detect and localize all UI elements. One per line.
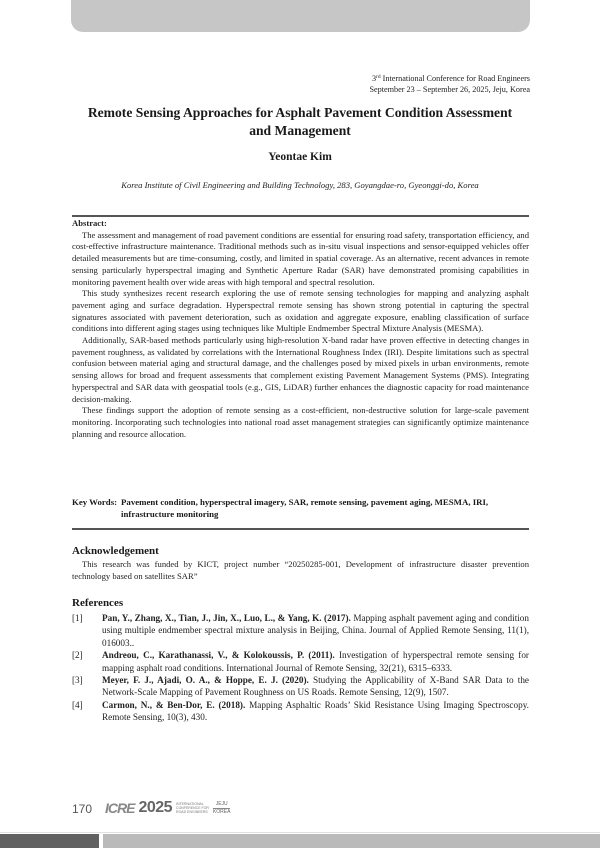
reference-item bbox=[72, 612, 529, 649]
paper-affiliation: Korea Institute of Civil Engineering and Building Technology, 283, Goyangdae-ro, Gyeonggi-do, Korea bbox=[121, 180, 479, 190]
paper-title: Remote Sensing Approaches for Asphalt Pavement Condition Assessment and Management bbox=[87, 105, 513, 138]
reference-number: [3] bbox=[72, 675, 83, 686]
logo-location: JEJU KOREA bbox=[212, 800, 231, 815]
abstract-paragraph: This study synthesizes recent research exploring the use of remote sensing technologies for mapping and analyzing asphalt pavement aging and surface degradation. Hyperspectral remote sensing has shown strong potential in capturing the spectral signatures associated with pavement deterioration, such as oxidation and aggregate exposure, enabling classification of surface conditions into different aging stages using techniques like Multiple Endmember Spectral Mixture Analysis (MESMA). bbox=[72, 288, 529, 334]
reference-details: Mapping Asphaltic Roads’ Skid Resistance Using Imaging Spectroscopy. Remote Sensing, 10(3), 430. bbox=[102, 699, 529, 723]
footer-divider bbox=[0, 832, 600, 833]
references-heading: References bbox=[72, 597, 124, 609]
abstract-heading: Abstract: bbox=[72, 218, 107, 228]
reference-authors: Andreou, C., Karathanassi, V., & Kolokoussis, P. (2011). bbox=[102, 650, 335, 661]
reference-details: Mapping asphalt pavement aging and condition using multiple endmember spectral mixture analysis in Beijing, China. Journal of Applied Remote Sensing, 11(1), 016003.. bbox=[102, 613, 529, 648]
conference-logo bbox=[105, 799, 230, 817]
reference-item bbox=[72, 674, 529, 699]
header-band bbox=[71, 0, 530, 32]
acknowledgement-heading: Acknowledgement bbox=[72, 545, 159, 557]
paper-author: Yeontae Kim bbox=[268, 151, 332, 163]
reference-authors: Meyer, F. J., Ajadi, O. A., & Hoppe, E. J. (2020). bbox=[102, 675, 309, 686]
reference-details: Investigation of hyperspectral remote sensing for mapping asphalt road conditions. International Journal of Remote Sensing, 32(21), 6315–6333. bbox=[102, 650, 529, 673]
conference-name: 3rd International Conference for Road Engineers bbox=[371, 74, 530, 83]
abstract-paragraph: The assessment and management of road pavement conditions are essential for ensuring road safety, transportation efficiency, and cost-effective infrastructure maintenance. Traditional methods such as in-situ visual inspections and sensor-equipped vehicles offer detailed measurements but are time-consuming, costly, and limited in spatial coverage. As an alternative, recent advances in remote sensing particularly hyperspectral imaging and Synthetic Aperture Radar (SAR) have demonstrated promising capabilities in monitoring pavement health over wide areas with high temporal and spectral resolution. bbox=[72, 229, 529, 287]
abstract-section bbox=[72, 218, 529, 440]
icre-logo-icon: ICRE bbox=[105, 800, 135, 816]
footer-band-light bbox=[103, 834, 600, 848]
keywords bbox=[72, 496, 529, 520]
references-list bbox=[72, 612, 529, 724]
acknowledgement-text: This research was funded by KICT, project number “20250285-001, Development of infrastructure disaster prevention technology based on satellites SAR” bbox=[72, 559, 529, 581]
reference-item bbox=[72, 699, 529, 724]
logo-conference-text: INTERNATIONAL CONFERENCE FOR ROAD ENGINEERS bbox=[176, 802, 209, 814]
reference-number: [1] bbox=[72, 613, 83, 623]
keywords-text: Pavement condition, hyperspectral imagery, SAR, remote sensing, pavement aging, MESMA, IRI, infrastructure monitoring bbox=[121, 497, 489, 519]
keywords-label: Key Words: bbox=[72, 497, 118, 507]
reference-item bbox=[72, 649, 529, 674]
logo-year: 2025 bbox=[138, 799, 173, 816]
reference-authors: Pan, Y., Zhang, X., Tian, J., Jin, X., Luo, L., & Yang, K. (2017). bbox=[102, 613, 351, 623]
reference-authors: Carmon, N., & Ben-Dor, E. (2018). bbox=[102, 699, 246, 710]
divider-bottom bbox=[72, 528, 529, 530]
reference-number: [2] bbox=[72, 650, 83, 661]
divider-top bbox=[72, 215, 529, 217]
abstract-paragraph: Additionally, SAR-based methods particularly using high-resolution X-band radar have proven effective in detecting changes in pavement roughness, as validated by correlations with the International Roughness Index (IRI). Despite limitations such as spectral confusion between material aging and structural damage, and the challenges posed by mixed pixels in urban environments, remote sensing allows for broad and frequent assessments that complement existing Pavement Management Systems (PMS). Integrating hyperspectral and SAR data with geospatial tools (e.g., GIS, LiDAR) further enhances the diagnostic capacity for road maintenance decision-making. bbox=[72, 335, 529, 404]
reference-number: [4] bbox=[72, 699, 83, 710]
abstract-paragraph: These findings support the adoption of remote sensing as a cost-efficient, non-destructive solution for large-scale pavement monitoring. Incorporating such technologies into national road asset management strategies can significantly optimize maintenance planning and resource allocation. bbox=[72, 405, 529, 439]
footer-band-dark bbox=[0, 834, 99, 848]
conference-header bbox=[369, 73, 530, 95]
conference-dates: September 23 – September 26, 2025, Jeju, Korea bbox=[369, 85, 530, 94]
reference-details: Studying the Applicability of X-Band SAR Data to the Network-Scale Mapping of Pavement Roughness on US Roads. Remote Sensing, 12(9), 1507. bbox=[102, 675, 529, 698]
page-number: 170 bbox=[72, 802, 93, 816]
